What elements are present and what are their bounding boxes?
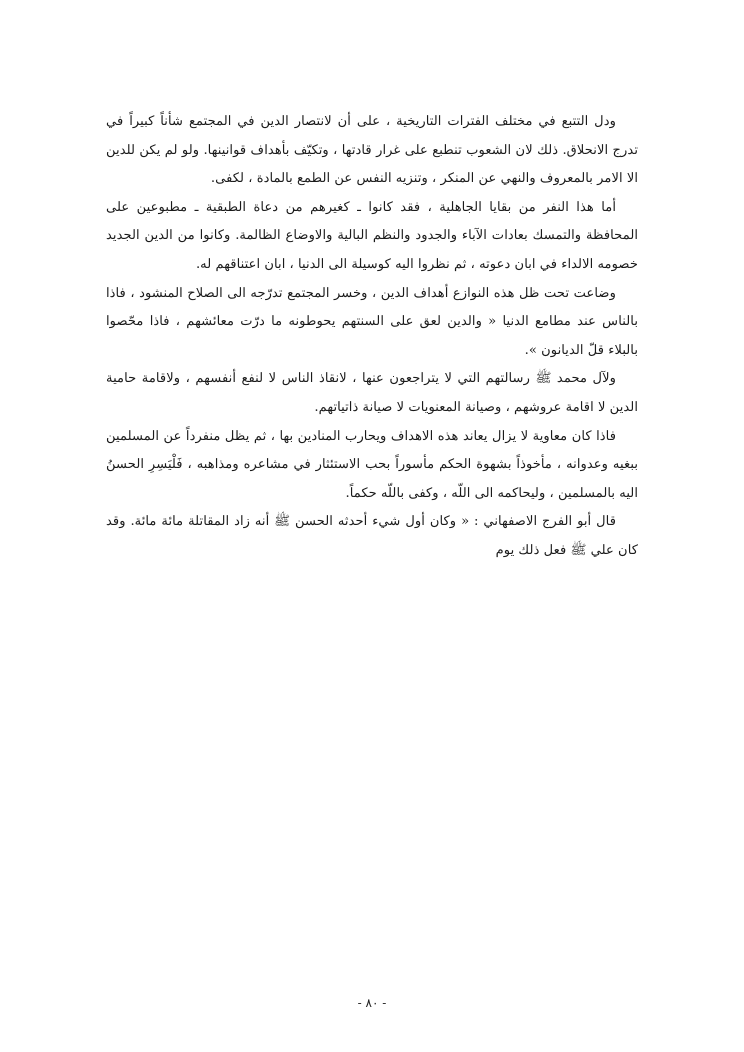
paragraph: قال أبو الفرج الاصفهاني : « وكان أول شيء أحدثه الحسن ﷺ أنه زاد المقاتلة مائة مائة. وقد كان علي ﷺ فعل ذلك يوم bbox=[106, 514, 638, 558]
paragraph: ودل التتبع في مختلف الفترات التاريخية ، على أن لانتصار الدين في المجتمع شأناً كبيراً في تدرج الانحلاق. ذلك لان الشعوب تنطبع على غرار قادتها ، وتكيّف بأهداف قوانينها. ولو لم يكن للدين الا الامر بالمعروف والنهي عن المنكر ، وتنزيه النفس عن الطمع بالمادة ، لكفى. bbox=[106, 114, 638, 187]
paragraph: ولآل محمد ﷺ رسالتهم التي لا يتراجعون عنها ، لانقاذ الناس لا لنفع أنفسهم ، ولاقامة حامية الدين لا اقامة عروشهم ، وصيانة المعنويات لا صيانة ذاتياتهم. bbox=[106, 371, 638, 415]
body-text bbox=[106, 108, 638, 566]
paragraph: فاذا كان معاوية لا يزال يعاند هذه الاهداف ويحارب المنادين بها ، ثم يظل منفرداً عن المسلمين ببغيه وعدوانه ، مأخوذاً بشهوة الحكم مأسوراً بحب الاستئثار في مشاعره ومذاهبه ، فَلْيَسِرِ الحسنُ اليه بالمسلمين ، وليحاكمه الى اللّه ، وكفى باللّه حكماً. bbox=[106, 428, 638, 501]
page-number: - ٨٠ - bbox=[357, 996, 387, 1010]
paragraph: أما هذا النفر من بقايا الجاهلية ، فقد كانوا ـ كغيرهم من دعاة الطبقية ـ مطبوعين على المحافظة والتمسك بعادات الآباء والجدود والنظم البالية والاوضاع الظالمة. وكانوا من الدين الجديد خصومه الالداء في ابان دعوته ، ثم نظروا اليه كوسيلة الى الدنيا ، ابان اعتناقهم له. bbox=[106, 199, 638, 272]
paragraph: وضاعت تحت ظل هذه النوازع أهداف الدين ، وخسر المجتمع تدرّجه الى الصلاح المنشود ، فاذا بالناس عند مطامع الدنيا « والدين لعق على السنتهم يحوطونه ما درّت معائشهم ، فاذا محّصوا بالبلاء قلّ الديانون ». bbox=[106, 285, 638, 358]
